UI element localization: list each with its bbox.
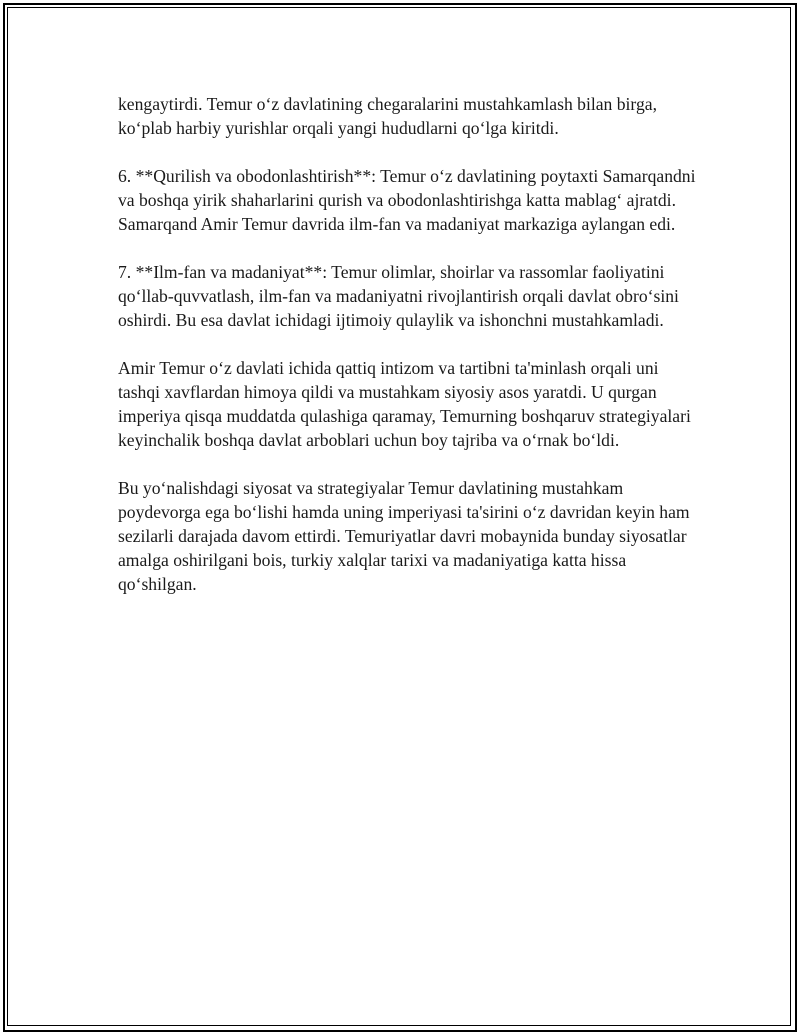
document-body bbox=[118, 92, 703, 620]
paragraph: Amir Temur o‘z davlati ichida qattiq intizom va tartibni ta'minlash orqali uni tashqi xavflardan himoya qildi va mustahkam siyosiy asos yaratdi. U qurgan imperiya qisqa muddatda qulashiga qaramay, Temurning boshqaruv strategiyalari keyinchalik boshqa davlat arboblari uchun boy tajriba va o‘rnak bo‘ldi. bbox=[118, 358, 691, 450]
paragraph: 6. **Qurilish va obodonlashtirish**: Temur o‘z davlatining poytaxti Samarqandni va boshqa yirik shaharlarini qurish va obodonlashtirishga katta mablag‘ ajratdi. Samarqand Amir Temur davrida ilm-fan va madaniyat markaziga aylangan edi. bbox=[118, 166, 696, 234]
paragraph: kengaytirdi. Temur o‘z davlatining chegaralarini mustahkamlash bilan birga, ko‘plab harbiy yurishlar orqali yangi hududlarni qo‘lga kiritdi. bbox=[118, 94, 657, 138]
paragraph: 7. **Ilm-fan va madaniyat**: Temur olimlar, shoirlar va rassomlar faoliyatini qo‘llab-quvvatlash, ilm-fan va madaniyatni rivojlantirish orqali davlat obro‘sini oshirdi. Bu esa davlat ichidagi ijtimoiy qulaylik va ishonchni mustahkamladi. bbox=[118, 262, 679, 330]
paragraph: Bu yo‘nalishdagi siyosat va strategiyalar Temur davlatining mustahkam poydevorga ega bo‘lishi hamda uning imperiyasi ta'sirini o‘z davridan keyin ham sezilarli darajada davom ettirdi. Temuriyatlar davri mobaynida bunday siyosatlar amalga oshirilgani bois, turkiy xalqlar tarixi va madaniyatiga katta hissa qo‘shilgan. bbox=[118, 478, 690, 594]
